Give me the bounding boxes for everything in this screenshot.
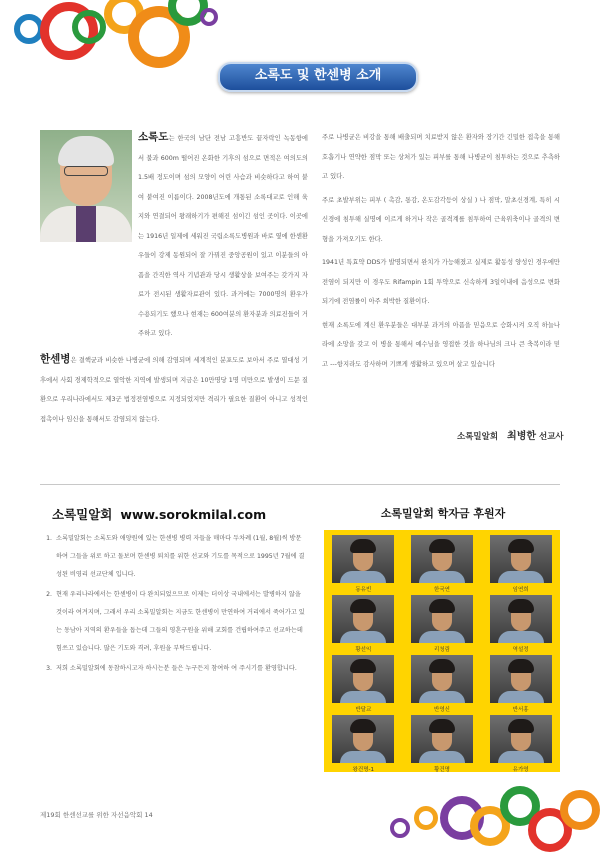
sponsors-title: 소록밀알회 학자금 후원자 <box>380 507 506 520</box>
child-card <box>330 595 397 653</box>
org-url[interactable]: www.sorokmilal.com <box>120 507 267 522</box>
child-name: 반달교 <box>355 707 372 713</box>
child-card <box>487 535 554 593</box>
right-paragraph: 현재 소록도에 계신 환우분들은 대부분 과거의 아픔을 믿음으로 승화시켜 오직 하늘나라에 소망을 갖고 이 병을 통해서 예수님을 영접한 것을 하나님의 크나 큰 축복이라 믿고 ---항지라도 감사하며 기쁘게 생활하고 있으며 살고 있습니다 <box>322 321 560 368</box>
child-photo <box>490 595 552 643</box>
child-name: 반서홍 <box>512 707 529 713</box>
child-card <box>330 715 397 773</box>
right-column <box>322 128 560 374</box>
circle-decoration <box>414 806 438 830</box>
child-card <box>409 655 476 713</box>
right-paragraph: 1941년 특효약 DDS가 발명되면서 완치가 가능해졌고 실제로 활동성 양성인 경우에만 전염이 되지만 이 경우도 Rifampin 1회 투약으로 신속하게 3일이내에 음성으로 변화되기에 전염률이 아주 희박한 질환이다. <box>322 259 560 305</box>
signature-org: 소록밀알회 <box>457 432 499 442</box>
child-photo <box>411 655 473 703</box>
child-name: 리청림 <box>434 647 450 653</box>
child-name: 역설정 <box>512 647 529 653</box>
child-card <box>487 715 554 773</box>
circle-decoration <box>72 10 106 44</box>
signature-name: 최병한 <box>507 431 537 442</box>
list-item: 2. 현재 우리나라에서는 한센병이 다 완치되었으므로 이제는 더이상 국내에서는 발병하지 않을 것이라 여겨지며, 그래서 우리 소록밀알회는 지금도 한센병이 만연하여 거리에서 죽어가고 있는 동남아 지역의 환우들을 돕는데 그들의 영혼구원을 위해 교회를 건립하여주고 선교하는데 힘쓰고 있습니다. 많은 기도와 격려, 후원을 부탁드립니다. <box>54 586 306 658</box>
child-name: 반영신 <box>434 707 450 713</box>
circle-decoration <box>560 790 600 830</box>
intro-text: 는 한국의 남단 전남 고흥반도 끝자락인 녹동항에서 불과 600m 떨어진 온화한 기후의 섬으로 면적은 여의도의 1.5배 정도이며 섬의 모양이 어린 사슴과 비슷하다고 하여 붙여 붙여진 이름이다. 2008년도에 개통된 소록대교로 인해 육지와 연결되어 왕래하기가 편해진 섬이긴 섬인 곳이다. 이곳에는 1916년 일제에 세워진 국립소록도병원과 바로 옆에 한센환우들이 강제 동원되어 잘 가꿔진 중앙공원이 있고 이분들의 아픔을 간직한 역사 기념관과 당시 생활상을 보여주는 갖가지 자료가 전시된 생활자료관이 있다. 과거에는 7000명의 환우가 수용되기도 했으나 현재는 600여분의 환자분과 의료진들이 거주하고 있다. <box>138 135 309 337</box>
circle-decoration <box>200 8 218 26</box>
child-name: 왕건명-1 <box>352 767 375 773</box>
child-card <box>330 535 397 593</box>
right-paragraph: 주로 초발부위는 피부 ( 촉감, 통감, 온도감각등이 상실 ) 나 점막, 말초신경계, 특히 시신경에 침투해 실명에 이르게 하거나 작은 골격계를 침투하여 근육위축이나 골격의 변형을 가져오기도 한다. <box>322 196 560 243</box>
child-photo <box>411 595 473 643</box>
intro-lead: 소록도 <box>138 131 169 143</box>
leprosy-paragraph <box>40 350 308 429</box>
missionary-photo <box>40 130 132 242</box>
child-photo <box>332 655 394 703</box>
child-photo <box>332 715 394 763</box>
circle-decoration <box>390 818 410 838</box>
signature <box>457 427 564 442</box>
child-photo <box>490 535 552 583</box>
child-card <box>487 655 554 713</box>
child-photo <box>411 715 473 763</box>
child-photo <box>411 535 473 583</box>
org-heading <box>52 505 266 523</box>
divider <box>40 484 560 485</box>
section-title: 소록도 및 한센병 소개 <box>218 62 418 92</box>
org-info-list <box>40 530 306 680</box>
child-name: 임연희 <box>512 587 529 593</box>
page-footer: 제19회 한센선교를 위한 자선음악회 14 <box>40 811 153 819</box>
child-name: 한국연 <box>434 587 450 593</box>
child-photo <box>332 595 394 643</box>
child-photo <box>490 715 552 763</box>
child-name: 황건명 <box>434 767 450 773</box>
child-name: 유가영 <box>512 767 529 773</box>
child-name: 동유빈 <box>355 587 372 593</box>
right-paragraph: 주로 나병균은 비강을 통해 배출되며 치료받지 않은 환자와 장기간 긴밀한 접촉을 통해 호흡기나 연약한 점막 또는 상처가 있는 피부를 통해 나병균이 침투하는 것으로 추측하고 있다. <box>322 134 560 180</box>
sponsored-children-grid <box>324 530 560 772</box>
child-card <box>330 655 397 713</box>
list-item: 3. 저희 소록밀알회에 동참하시고자 하시는분 들은 누구든지 참여하 여 주시기를 환영합니다. <box>54 660 306 678</box>
signature-title: 선교사 <box>538 432 564 442</box>
child-card <box>409 535 476 593</box>
child-name: 황선익 <box>355 647 372 653</box>
leprosy-text: 은 결핵균과 비슷한 나병균에 의해 감염되며 세계적인 분포도로 보아서 주로 열대성 기후에서 사회 경제학적으로 열악한 지역에 발생되며 지금은 10만명당 1명 미만으로 발생이 드문 질환으로 우리나라에서도 제3군 법정전염병으로 지정되었지만 격리가 필요한 질환이 아니고 성적인 접촉이나 임신을 통해서도 감염되지 않는다. <box>40 357 308 423</box>
org-name: 소록밀알회 <box>52 507 113 522</box>
child-card <box>487 595 554 653</box>
child-card <box>409 595 476 653</box>
leprosy-lead: 한센병 <box>40 353 71 365</box>
child-card <box>409 715 476 773</box>
child-photo <box>332 535 394 583</box>
child-photo <box>490 655 552 703</box>
intro-paragraph-top <box>138 128 308 344</box>
list-item: 1. 소록밀알회는 소록도와 애양원에 있는 한센병 병력 자들을 매마다 두차례 (1월, 8월)씩 방문하여 그들을 위로 하고 돌보며 한센병 퇴치를 위한 선교와 기도를 목적으로 1995년 7월에 결성된 비영리 선교단체 입니다. <box>54 530 306 584</box>
